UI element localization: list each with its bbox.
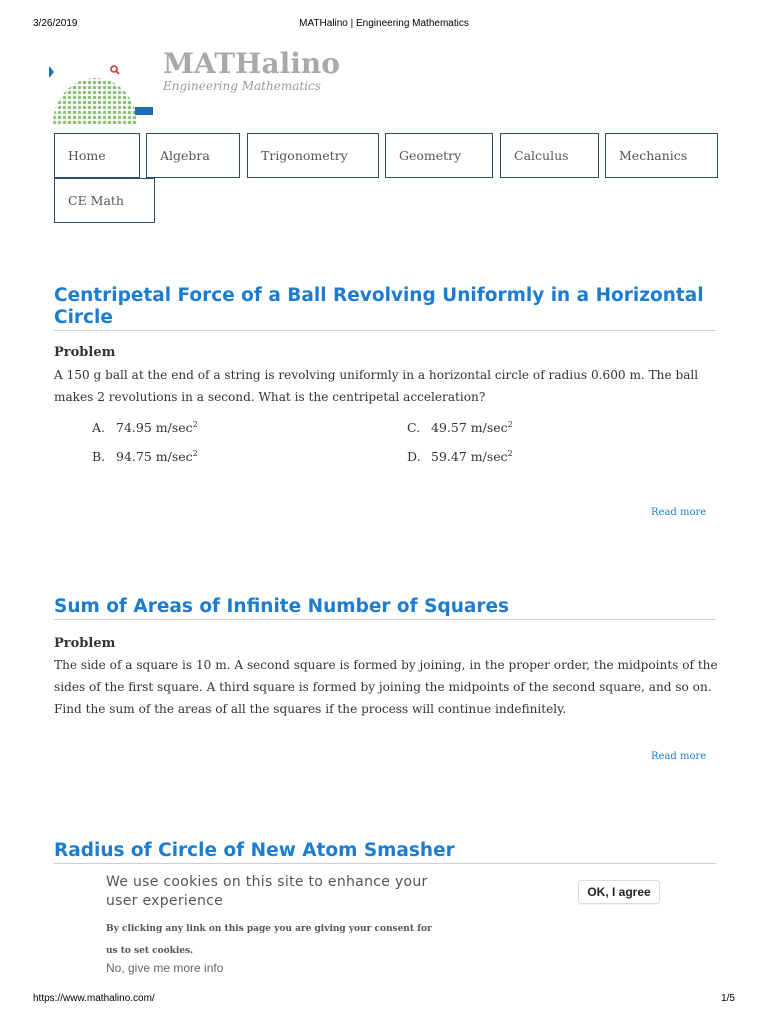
- cookie-agree-button[interactable]: OK, I agree: [578, 880, 660, 904]
- cookie-message: We use cookies on this site to enhance your user experience: [106, 874, 428, 909]
- print-page-number: 1/5: [721, 993, 735, 1004]
- choice-c: C. 49.57 $m/\sec^2$: [407, 420, 513, 436]
- cookie-more-info-link[interactable]: No, give me more info: [106, 961, 224, 975]
- choice-d: D. 59.47 $m/\sec^2$: [407, 449, 513, 465]
- print-date: 3/26/2019: [33, 18, 78, 29]
- mathalino-logo[interactable]: [47, 60, 155, 124]
- nav-home[interactable]: Home: [54, 133, 140, 178]
- article-title[interactable]: Centripetal Force of a Ball Revolving Uniformly in a Horizontal Circle: [54, 285, 716, 331]
- read-more-link[interactable]: Read more: [651, 751, 707, 762]
- problem-text: The side of a square is 10 m. A second square is formed by joining, in the proper order, the midpoints of the sides of the first square. A third square is formed by joining the midpoints of the second square, and so on. Find the sum of the areas of all the squares if the process will continue indefinitely.: [54, 658, 718, 716]
- cookie-consent-text: By clicking any link on this page you are giving your consent for us to set cookies.: [106, 924, 432, 956]
- problem-label: Problem: [54, 636, 116, 651]
- print-url: https://www.mathalino.com/: [33, 993, 155, 1004]
- nav-geometry[interactable]: Geometry: [385, 133, 493, 178]
- choice-b: B. 94.75 $m/\sec^2$: [92, 449, 198, 465]
- print-title: MATHalino | Engineering Mathematics: [299, 18, 469, 29]
- problem-label: Problem: [54, 345, 116, 360]
- choice-a: A. 74.95 $m/\sec^2$: [92, 420, 198, 436]
- article-title[interactable]: Sum of Areas of Infinite Number of Squares: [54, 596, 716, 620]
- site-name[interactable]: MATHalino: [163, 47, 340, 80]
- article-title[interactable]: Radius of Circle of New Atom Smasher: [54, 840, 716, 864]
- site-slogan: Engineering Mathematics: [163, 79, 321, 93]
- nav-ce-math[interactable]: CE Math: [54, 178, 155, 223]
- nav-trigonometry[interactable]: Trigonometry: [247, 133, 379, 178]
- nav-mechanics[interactable]: Mechanics: [605, 133, 718, 178]
- read-more-link[interactable]: Read more: [651, 507, 707, 518]
- nav-algebra[interactable]: Algebra: [146, 133, 240, 178]
- nav-calculus[interactable]: Calculus: [500, 133, 599, 178]
- problem-text: A 150 g ball at the end of a string is revolving uniformly in a horizontal circle of radius 0.600 m. The ball makes 2 revolutions in a second. What is the centripetal acceleration?: [54, 368, 699, 404]
